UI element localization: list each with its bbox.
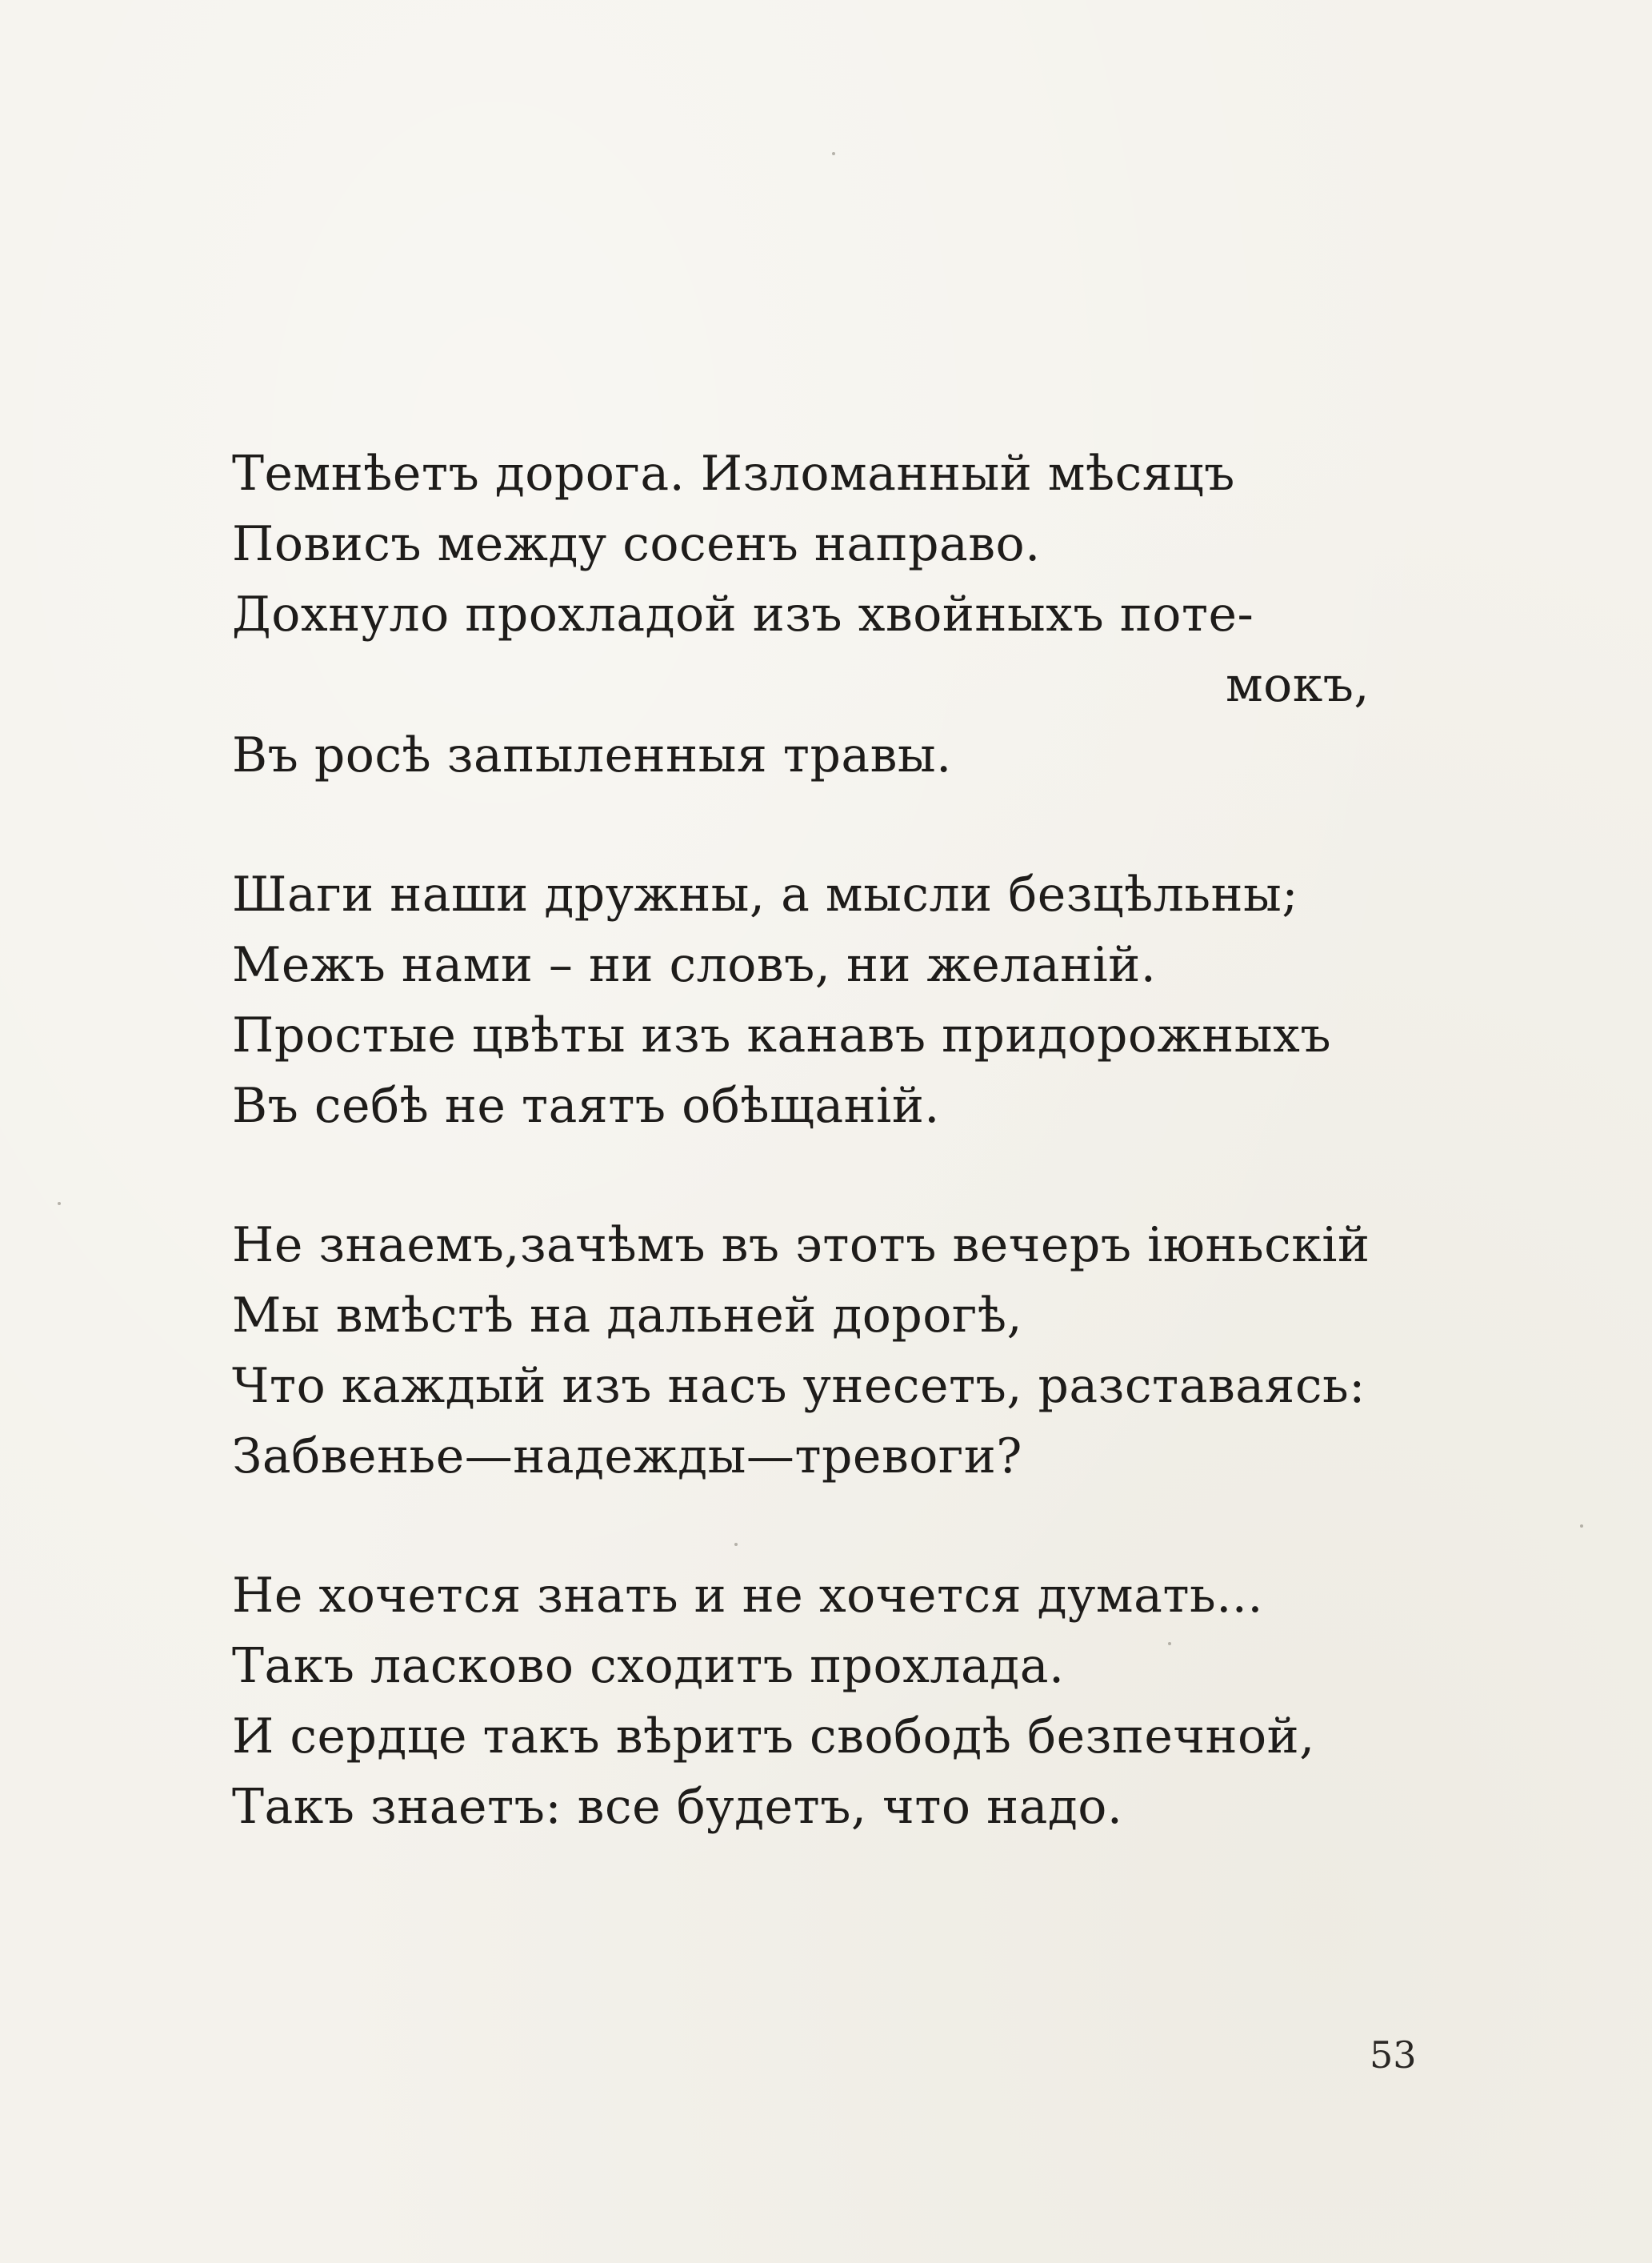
poem-line: Не хочется знать и не хочется думать... <box>232 1568 1263 1624</box>
poem-line: Что каждый изъ насъ унесетъ, разставаясь: <box>232 1358 1366 1414</box>
poem-line: Такъ знаетъ: все будетъ, что надо. <box>232 1779 1123 1835</box>
paper-speck <box>58 1202 61 1205</box>
paper-speck <box>1580 1524 1583 1528</box>
poem-line: Дохнуло прохладой изъ хвойныхъ поте- <box>232 587 1254 643</box>
poem-line: Мы вмѣстѣ на дальней дорогѣ, <box>232 1288 1023 1344</box>
poem-line: Забвенье—надежды—тревоги? <box>232 1428 1022 1484</box>
poem-line: Шаги наши дружны, а мысли безцѣльны; <box>232 867 1298 923</box>
stanza <box>232 1210 1448 1492</box>
poem-line: Въ себѣ не таятъ обѣщаній. <box>232 1078 940 1134</box>
poem-line: Не знаемъ,зачѣмъ въ этотъ вечеръ іюньскій <box>232 1217 1370 1273</box>
poem-line: Въ росѣ запыленныя травы. <box>232 727 952 783</box>
poem-text <box>232 439 1448 1911</box>
poem-line: Повисъ между сосенъ направо. <box>232 516 1041 572</box>
poem-line: Темнѣетъ дорога. Изломанный мѣсяцъ <box>232 446 1235 502</box>
stanza <box>232 1560 1448 1842</box>
paper-speck <box>832 152 835 155</box>
poem-line: Межъ нами – ни словъ, ни желаній. <box>232 937 1157 993</box>
poem-line: Простые цвѣты изъ канавъ придорожныхъ <box>232 1007 1332 1063</box>
poem-line: И сердце такъ вѣритъ свободѣ безпечной, <box>232 1708 1315 1764</box>
stanza <box>232 439 1448 791</box>
poem-line-continuation: мокъ, <box>1225 657 1370 713</box>
poem-line: Такъ ласково сходитъ прохлада. <box>232 1638 1065 1694</box>
page-number: 53 <box>1370 2033 1417 2077</box>
stanza <box>232 859 1448 1141</box>
